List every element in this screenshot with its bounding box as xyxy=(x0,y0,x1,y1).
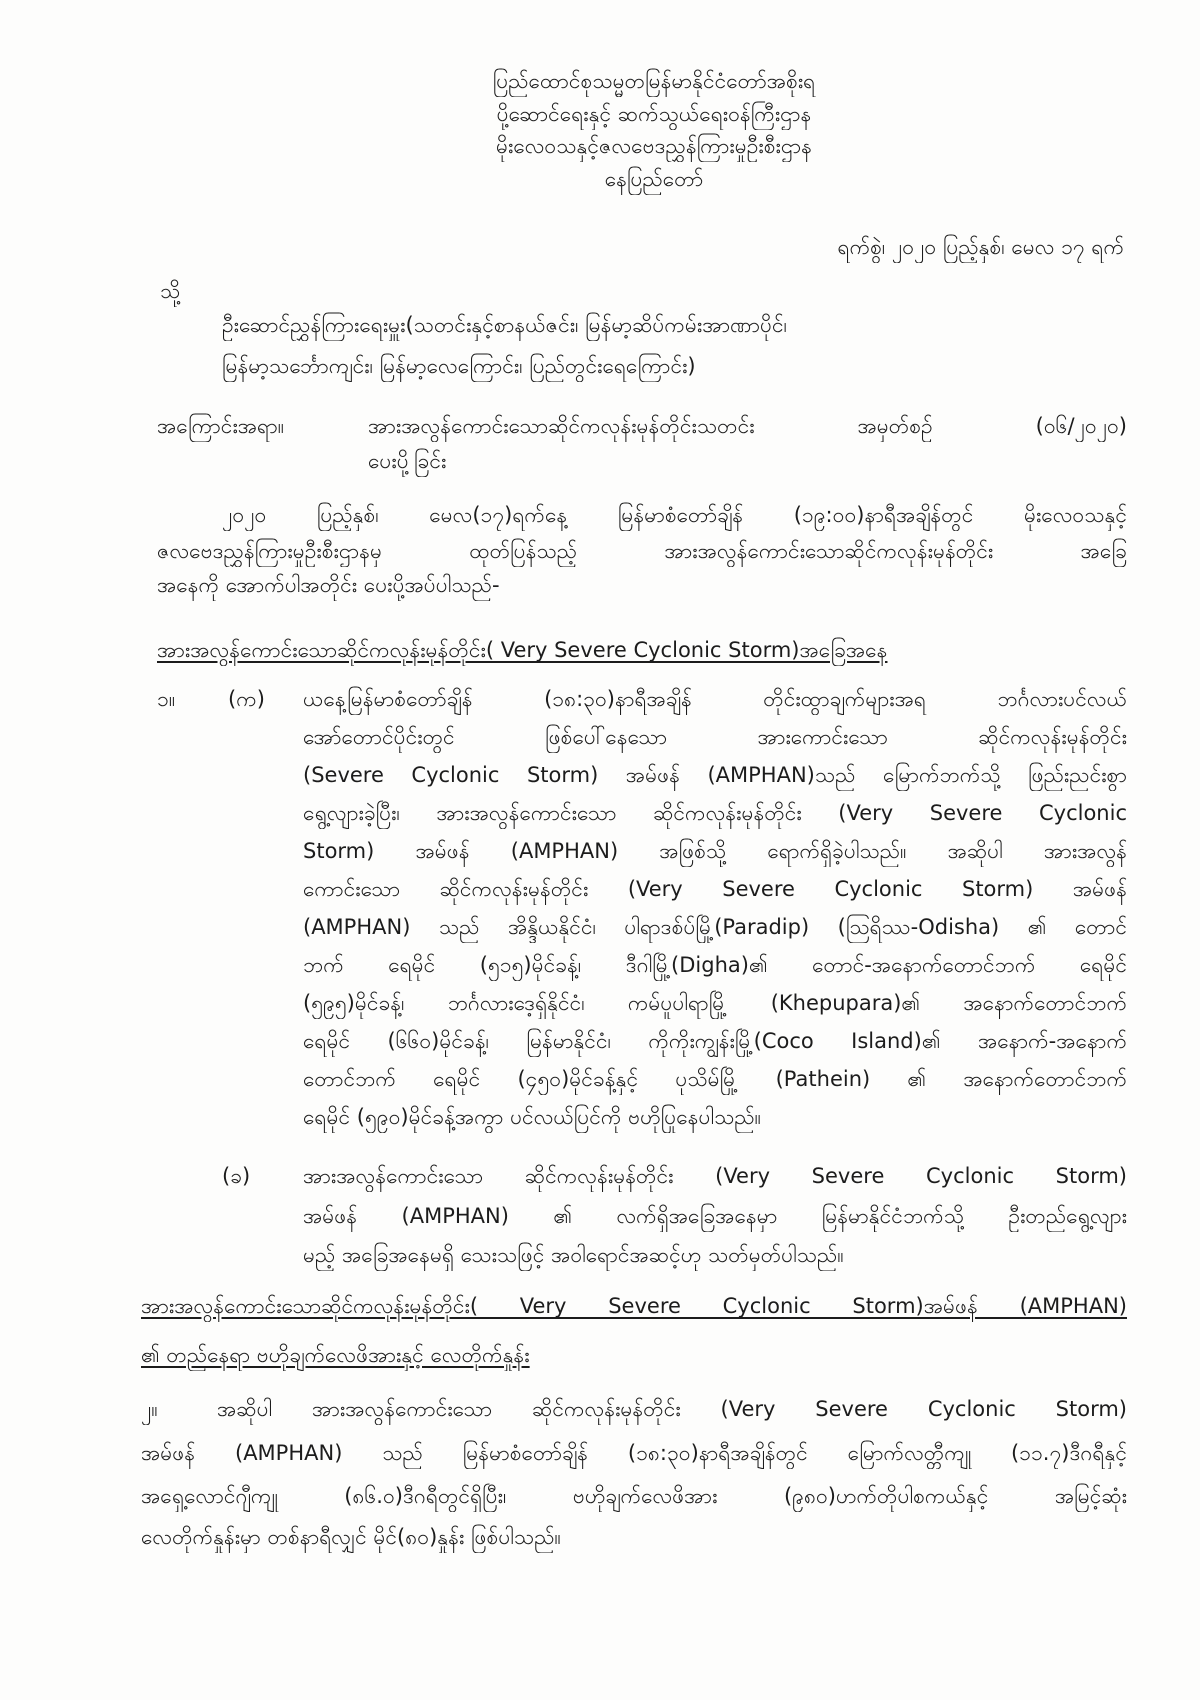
item-b-line: မည့် အခြေအနေမရှိ သေးသဖြင့် အဝါရောင်အဆင့်ဟု သတ်မှတ်ပါသည်။ xyxy=(303,1243,844,1267)
section1-number: ၁။ xyxy=(157,687,176,711)
item-a-line: ဘက် ရေမိုင် (၅၁၅)မိုင်ခန့်၊ ဒီဂါမြို့(Digha)၏ တောင်-အနောက်တောင်ဘက် ရေမိုင် xyxy=(303,953,1127,977)
header-department: မိုးလေဝသနှင့်ဇလဗေဒညွှန်ကြားမှုဦးစီးဌာန xyxy=(495,134,813,158)
section2-line: လေတိုက်နှုန်းမှာ တစ်နာရီလျှင် မိုင်(၈၀)နှုန်း ဖြစ်ပါသည်။ xyxy=(141,1525,561,1549)
section2-heading: ၏ တည်နေရာ ဗဟိုချက်လေဖိအားနှင့် လေတိုက်နှုန်း xyxy=(141,1343,530,1367)
subject-line: ပေးပို့ခြင်း xyxy=(368,449,447,473)
header-ministry: ပို့ဆောင်ရေးနှင့် ဆက်သွယ်ရေးဝန်ကြီးဌာန xyxy=(496,102,812,126)
section2-line: အဆိုပါ အားအလွန်ကောင်းသော ဆိုင်ကလုန်းမုန်တိုင်း (Very Severe Cyclonic Storm) xyxy=(217,1397,1127,1421)
item-a-line: ကောင်းသော ဆိုင်ကလုန်းမုန်တိုင်း (Very Severe Cyclonic Storm) အမ်ဖန် xyxy=(303,877,1127,901)
item-a-line: ရေမိုင် (၆၆၀)မိုင်ခန့်၊ မြန်မာနိုင်ငံ၊ ကိုကိုးကျွန်းမြို့(Coco Island)၏ အနောက်-အနောက် xyxy=(303,1029,1127,1053)
item-a-line: (Severe Cyclonic Storm) အမ်ဖန် (AMPHAN)သည် မြောက်ဘက်သို့ ဖြည်းညင်းစွာ xyxy=(303,763,1127,787)
subject-line: အားအလွန်ကောင်းသောဆိုင်ကလုန်းမုန်တိုင်းသတင်း အမှတ်စဉ် (၀၆/၂၀၂၀) xyxy=(368,414,1127,438)
item-a-line: ရေမိုင် (၅၉၀)မိုင်ခန့်အကွာ ပင်လယ်ပြင်ကို ဗဟိုပြုနေပါသည်။ xyxy=(303,1105,762,1129)
intro-line: အနေကို အောက်ပါအတိုင်း ပေးပို့အပ်ပါသည်- xyxy=(157,573,500,597)
recipient-label: သို့ xyxy=(160,279,181,303)
section1-heading: အားအလွန်ကောင်းသောဆိုင်ကလုန်းမုန်တိုင်း( Very Severe Cyclonic Storm)အခြေအနေ xyxy=(157,638,888,662)
item-a-marker: (က) xyxy=(228,687,265,711)
section2-line: အမ်ဖန် (AMPHAN) သည် မြန်မာစံတော်ချိန် (၁၈:၃၀)နာရီအချိန်တွင် မြောက်လတ္တီကျု (၁၁.၇)ဒီဂရီနှင့် xyxy=(141,1441,1127,1465)
item-b-line: အားအလွန်ကောင်းသော ဆိုင်ကလုန်းမုန်တိုင်း (Very Severe Cyclonic Storm) xyxy=(303,1164,1127,1188)
header-city: နေပြည်တော် xyxy=(604,167,704,191)
recipient-line: မြန်မာ့သင်္ဘောကျင်း၊ မြန်မာ့လေကြောင်း၊ ပြည်တွင်းရေကြောင်း) xyxy=(222,354,696,378)
section2-number: ၂။ xyxy=(141,1397,158,1421)
item-a-line: ရွေ့လျားခဲ့ပြီး၊ အားအလွန်ကောင်းသော ဆိုင်ကလုန်းမုန်တိုင်း (Very Severe Cyclonic xyxy=(303,801,1127,825)
recipient-line: ဦးဆောင်ညွှန်ကြားရေးမှူး(သတင်းနှင့်စာနယ်ဇင်း၊ မြန်မာ့ဆိပ်ကမ်းအာဏာပိုင်၊ xyxy=(222,313,787,337)
document-date: ရက်စွဲ၊ ၂၀၂၀ ပြည့်နှစ်၊ မေလ ၁၇ ရက် xyxy=(837,235,1124,259)
item-a-line: တောင်ဘက် ရေမိုင် (၄၅၀)မိုင်ခန့်နှင့် ပုသိမ်မြို့ (Pathein) ၏ အနောက်တောင်ဘက် xyxy=(303,1067,1127,1091)
intro-line: ဇလဗေဒညွှန်ကြားမှုဦးစီးဌာနမှ ထုတ်ပြန်သည့် အားအလွန်ကောင်းသောဆိုင်ကလုန်းမုန်တိုင်း အခြေ xyxy=(157,539,1127,563)
item-b-marker: (ခ) xyxy=(222,1164,251,1188)
item-a-line: (AMPHAN) သည် အိန္ဒိယနိုင်ငံ၊ ပါရာဒစ်ပ်မြို့(Paradip) (ဩရိဿ-Odisha) ၏ တောင် xyxy=(303,915,1127,939)
item-a-line: အော်တောင်ပိုင်းတွင် ဖြစ်ပေါ်နေသော အားကောင်းသော ဆိုင်ကလုန်းမုန်တိုင်း xyxy=(303,725,1127,749)
item-b-line: အမ်ဖန် (AMPHAN) ၏ လက်ရှိအခြေအနေမှာ မြန်မာနိုင်ငံဘက်သို့ ဦးတည်ရွေ့လျား xyxy=(303,1204,1127,1228)
item-a-line: Storm) အမ်ဖန် (AMPHAN) အဖြစ်သို့ ရောက်ရှိခဲ့ပါသည်။ အဆိုပါ အားအလွန် xyxy=(303,839,1127,863)
item-a-line: ယနေ့မြန်မာစံတော်ချိန် (၁၈:၃၀)နာရီအချိန် တိုင်းထွာချက်များအရ ဘင်္ဂလားပင်လယ် xyxy=(303,687,1127,711)
section2-line: အရှေ့လောင်ဂျီကျု (၈၆.၀)ဒီဂရီတွင်ရှိပြီး၊ ဗဟိုချက်လေဖိအား (၉၈၀)ဟက်တိုပါစကယ်နှင့် အမြင့်ဆုံး xyxy=(141,1484,1127,1508)
section2-heading: အားအလွန်ကောင်းသောဆိုင်ကလုန်းမုန်တိုင်း( Very Severe Cyclonic Storm)အမ်ဖန် (AMPHAN) xyxy=(141,1294,1127,1318)
subject-label: အကြောင်းအရာ။ xyxy=(157,414,285,438)
item-a-line: (၅၉၅)မိုင်ခန့်၊ ဘင်္ဂလားဒေ့ရှ်နိုင်ငံ၊ ကမ်ပူပါရာမြို့ (Khepupara)၏ အနောက်တောင်ဘက် xyxy=(303,991,1127,1015)
intro-line: ၂၀၂၀ ပြည့်နှစ်၊ မေလ(၁၇)ရက်နေ့ မြန်မာစံတော်ချိန် (၁၉:၀၀)နာရီအချိန်တွင် မိုးလေဝသနှင့် xyxy=(222,503,1127,527)
header-government: ပြည်ထောင်စုသမ္မတမြန်မာနိုင်ငံတော်အစိုးရ xyxy=(492,69,816,93)
